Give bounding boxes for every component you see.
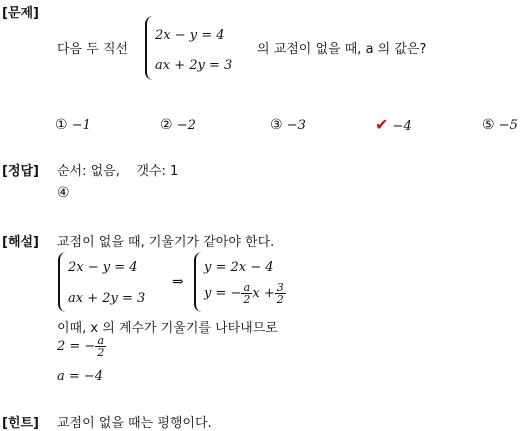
system2-eq1: y = 2x − 4 (204, 260, 274, 275)
line4-lhs: 2 = − (57, 339, 96, 354)
answer-line1: 순서: 없음, 갯수: 1 (57, 164, 179, 179)
choice-value: −5 (498, 118, 518, 133)
numerator: a (95, 335, 106, 347)
explanation-line4 (57, 335, 106, 358)
choice-marker: ⑤ (482, 117, 495, 133)
denominator: 2 (243, 293, 251, 306)
answer-line2: ④ (57, 185, 70, 201)
system-brace (145, 16, 154, 80)
answer-label: [정답] (2, 164, 39, 179)
hint-label: [힌트] (2, 416, 39, 431)
choice-marker: ② (160, 117, 173, 133)
system1-brace (58, 252, 67, 312)
choice-marker: ③ (270, 117, 283, 133)
fraction (275, 282, 286, 305)
problem-label: [문제] (2, 6, 39, 21)
problem-eq1: 2x − y = 4 (155, 28, 225, 43)
system2-eq2 (204, 282, 286, 305)
choice-5[interactable] (482, 117, 518, 133)
problem-eq2: ax + 2y = 3 (155, 58, 233, 73)
choice-4-selected[interactable] (375, 115, 412, 134)
denominator: 2 (97, 346, 105, 359)
implies-arrow-icon: ⇒ (172, 274, 184, 290)
system2-brace (194, 252, 203, 312)
choice-2[interactable] (160, 117, 196, 133)
choice-3[interactable] (270, 117, 306, 133)
system1-eq2: ax + 2y = 3 (68, 291, 146, 306)
choice-value: −2 (176, 118, 196, 133)
numerator: a (241, 282, 252, 294)
hint-text: 교점이 없을 때는 평행이다. (57, 416, 212, 431)
choice-value: −3 (286, 118, 306, 133)
choice-marker: ① (55, 117, 68, 133)
sys2-eq2-mid: x + (252, 286, 275, 301)
explanation-line5: a = −4 (57, 369, 104, 384)
numerator: 3 (276, 281, 284, 294)
denominator: 2 (276, 293, 284, 306)
explanation-line1: 교점이 없을 때, 기울기가 같아야 한다. (57, 235, 275, 250)
system1-eq1: 2x − y = 4 (68, 260, 138, 275)
checkmark-icon: ✔ (375, 115, 389, 134)
choice-1[interactable] (55, 117, 91, 133)
explanation-line3: 이때, x 의 계수가 기울기를 나타내므로 (57, 321, 278, 336)
fraction (95, 335, 106, 358)
choice-value: −4 (392, 119, 412, 134)
problem-suffix: 의 교점이 없을 때, a 의 값은? (257, 42, 427, 57)
problem-prefix: 다음 두 직선 (57, 42, 129, 57)
fraction (241, 282, 252, 305)
choice-value: −1 (71, 118, 91, 133)
explanation-label: [해설] (2, 235, 39, 250)
sys2-eq2-lhs: y = − (204, 286, 242, 301)
